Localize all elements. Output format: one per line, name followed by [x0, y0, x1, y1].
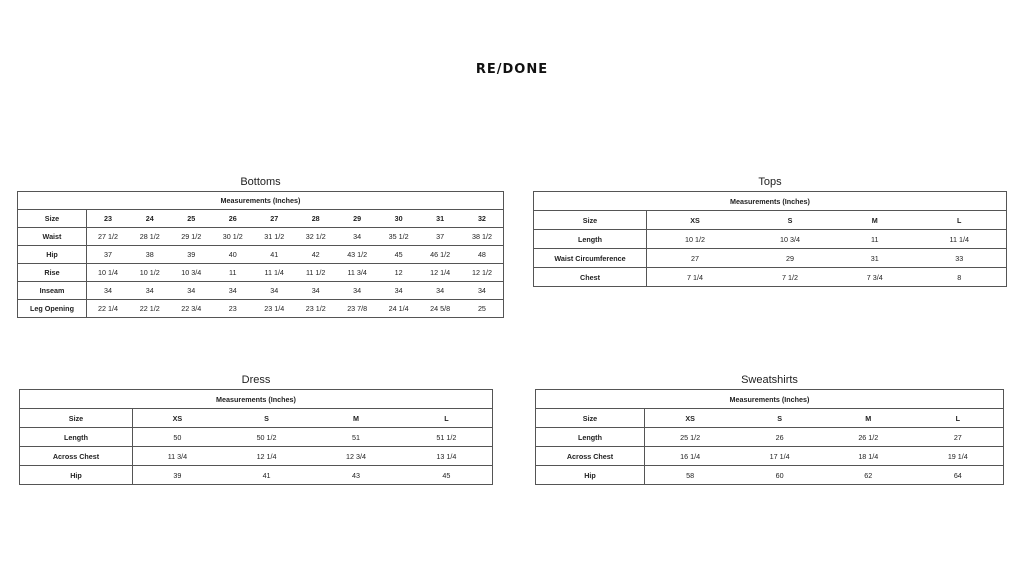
table-cell: 50 — [133, 428, 222, 447]
table-cell: 29 1/2 — [171, 228, 212, 246]
table-cell: 30 1/2 — [212, 228, 253, 246]
table-row — [536, 466, 1004, 485]
table-cell: 34 — [129, 282, 170, 300]
table-cell: 7 1/2 — [743, 268, 837, 287]
table-cell: 18 1/4 — [824, 447, 913, 466]
row-label: Across Chest — [536, 447, 645, 466]
table-cell: 42 — [295, 246, 336, 264]
measurements-header: Measurements (Inches) — [536, 390, 1004, 409]
table-cell: 7 3/4 — [837, 268, 912, 287]
table-row — [18, 282, 504, 300]
row-label: Chest — [534, 268, 647, 287]
table-cell: 34 — [171, 282, 212, 300]
measurements-header: Measurements (Inches) — [20, 390, 493, 409]
size-heading: 25 — [171, 210, 212, 228]
table-cell: 22 1/2 — [129, 300, 170, 318]
table-cell: 10 1/2 — [647, 230, 743, 249]
table-cell: 41 — [222, 466, 311, 485]
row-label: Hip — [536, 466, 645, 485]
table-cell: 22 3/4 — [171, 300, 212, 318]
sweatshirts-section — [535, 373, 1004, 485]
table-row — [536, 428, 1004, 447]
table-cell: 27 — [913, 428, 1004, 447]
brand-logo: RE/DONE — [475, 62, 549, 77]
row-label: Waist Circumference — [534, 249, 647, 268]
table-cell: 23 1/4 — [253, 300, 294, 318]
table-cell: 10 3/4 — [743, 230, 837, 249]
table-row — [18, 264, 504, 282]
row-label: Waist — [18, 228, 87, 246]
size-heading: L — [401, 409, 493, 428]
table-cell: 34 — [336, 282, 377, 300]
size-header-row — [18, 210, 504, 228]
size-table — [17, 191, 504, 318]
measurements-header-row — [536, 390, 1004, 409]
measurements-header-row — [18, 192, 504, 210]
table-cell: 45 — [401, 466, 493, 485]
size-heading: S — [743, 211, 837, 230]
size-table — [19, 389, 493, 485]
table-cell: 41 — [253, 246, 294, 264]
table-cell: 23 1/2 — [295, 300, 336, 318]
table-row — [20, 428, 493, 447]
size-heading: S — [222, 409, 311, 428]
table-cell: 11 1/4 — [253, 264, 294, 282]
table-cell: 12 1/4 — [419, 264, 460, 282]
measurements-header: Measurements (Inches) — [18, 192, 504, 210]
table-cell: 35 1/2 — [378, 228, 419, 246]
size-heading: XS — [133, 409, 222, 428]
table-cell: 8 — [912, 268, 1006, 287]
table-cell: 34 — [295, 282, 336, 300]
table-cell: 62 — [824, 466, 913, 485]
row-label: Rise — [18, 264, 87, 282]
size-heading: 26 — [212, 210, 253, 228]
size-heading: 23 — [87, 210, 130, 228]
size-heading: 28 — [295, 210, 336, 228]
table-cell: 51 1/2 — [401, 428, 493, 447]
table-cell: 37 — [419, 228, 460, 246]
table-cell: 32 1/2 — [295, 228, 336, 246]
table-cell: 24 1/4 — [378, 300, 419, 318]
table-cell: 58 — [645, 466, 736, 485]
table-cell: 12 1/4 — [222, 447, 311, 466]
row-label: Length — [536, 428, 645, 447]
table-row — [18, 300, 504, 318]
table-cell: 34 — [253, 282, 294, 300]
size-heading: L — [912, 211, 1006, 230]
table-cell: 34 — [212, 282, 253, 300]
size-heading: 32 — [461, 210, 504, 228]
table-cell: 11 — [212, 264, 253, 282]
section-title: Sweatshirts — [741, 374, 798, 386]
size-heading: L — [913, 409, 1004, 428]
table-cell: 38 — [129, 246, 170, 264]
table-cell: 28 1/2 — [129, 228, 170, 246]
table-cell: 17 1/4 — [735, 447, 824, 466]
table-cell: 43 1/2 — [336, 246, 377, 264]
table-cell: 48 — [461, 246, 504, 264]
table-cell: 12 3/4 — [311, 447, 400, 466]
size-header-row — [20, 409, 493, 428]
size-label: Size — [536, 409, 645, 428]
table-row — [534, 268, 1007, 287]
table-cell: 45 — [378, 246, 419, 264]
size-label: Size — [20, 409, 133, 428]
table-cell: 34 — [378, 282, 419, 300]
table-cell: 39 — [133, 466, 222, 485]
table-cell: 31 1/2 — [253, 228, 294, 246]
table-row — [18, 246, 504, 264]
table-cell: 10 1/2 — [129, 264, 170, 282]
table-row — [18, 228, 504, 246]
section-title: Dress — [241, 374, 271, 386]
table-cell: 34 — [419, 282, 460, 300]
table-cell: 23 — [212, 300, 253, 318]
size-heading: 31 — [419, 210, 460, 228]
size-heading: M — [837, 211, 912, 230]
size-heading: XS — [645, 409, 736, 428]
table-cell: 31 — [837, 249, 912, 268]
size-header-row — [534, 211, 1007, 230]
size-heading: 29 — [336, 210, 377, 228]
table-cell: 22 1/4 — [87, 300, 130, 318]
table-cell: 7 1/4 — [647, 268, 743, 287]
table-cell: 34 — [336, 228, 377, 246]
table-cell: 26 — [735, 428, 824, 447]
table-cell: 16 1/4 — [645, 447, 736, 466]
size-table — [535, 389, 1004, 485]
table-cell: 24 5/8 — [419, 300, 460, 318]
table-cell: 25 1/2 — [645, 428, 736, 447]
row-label: Across Chest — [20, 447, 133, 466]
size-heading: M — [824, 409, 913, 428]
table-cell: 23 7/8 — [336, 300, 377, 318]
table-cell: 40 — [212, 246, 253, 264]
table-cell: 60 — [735, 466, 824, 485]
size-label: Size — [18, 210, 87, 228]
table-cell: 11 1/4 — [912, 230, 1006, 249]
table-cell: 11 1/2 — [295, 264, 336, 282]
size-heading: 27 — [253, 210, 294, 228]
dress-section — [19, 373, 493, 485]
table-cell: 34 — [87, 282, 130, 300]
table-cell: 11 3/4 — [133, 447, 222, 466]
section-title: Bottoms — [240, 176, 281, 188]
row-label: Length — [20, 428, 133, 447]
size-heading: M — [311, 409, 400, 428]
table-row — [20, 447, 493, 466]
size-heading: XS — [647, 211, 743, 230]
size-heading: 30 — [378, 210, 419, 228]
table-cell: 13 1/4 — [401, 447, 493, 466]
row-label: Hip — [18, 246, 87, 264]
table-cell: 46 1/2 — [419, 246, 460, 264]
table-cell: 51 — [311, 428, 400, 447]
table-cell: 64 — [913, 466, 1004, 485]
table-cell: 27 1/2 — [87, 228, 130, 246]
size-label: Size — [534, 211, 647, 230]
table-cell: 34 — [461, 282, 504, 300]
size-table — [533, 191, 1007, 287]
row-label: Hip — [20, 466, 133, 485]
measurements-header-row — [534, 192, 1007, 211]
row-label: Leg Opening — [18, 300, 87, 318]
table-cell: 27 — [647, 249, 743, 268]
table-cell: 25 — [461, 300, 504, 318]
table-cell: 26 1/2 — [824, 428, 913, 447]
table-row — [534, 230, 1007, 249]
table-cell: 50 1/2 — [222, 428, 311, 447]
row-label: Inseam — [18, 282, 87, 300]
table-cell: 12 — [378, 264, 419, 282]
table-cell: 33 — [912, 249, 1006, 268]
table-cell: 29 — [743, 249, 837, 268]
table-cell: 37 — [87, 246, 130, 264]
table-cell: 10 1/4 — [87, 264, 130, 282]
table-cell: 38 1/2 — [461, 228, 504, 246]
size-header-row — [536, 409, 1004, 428]
table-cell: 43 — [311, 466, 400, 485]
section-title: Tops — [758, 176, 782, 188]
measurements-header-row — [20, 390, 493, 409]
table-cell: 11 — [837, 230, 912, 249]
size-heading: S — [735, 409, 824, 428]
size-heading: 24 — [129, 210, 170, 228]
table-row — [20, 466, 493, 485]
table-cell: 39 — [171, 246, 212, 264]
table-row — [536, 447, 1004, 466]
tops-section — [533, 175, 1007, 287]
table-cell: 19 1/4 — [913, 447, 1004, 466]
table-cell: 12 1/2 — [461, 264, 504, 282]
bottoms-section — [17, 175, 504, 318]
measurements-header: Measurements (Inches) — [534, 192, 1007, 211]
table-cell: 10 3/4 — [171, 264, 212, 282]
table-row — [534, 249, 1007, 268]
row-label: Length — [534, 230, 647, 249]
table-cell: 11 3/4 — [336, 264, 377, 282]
